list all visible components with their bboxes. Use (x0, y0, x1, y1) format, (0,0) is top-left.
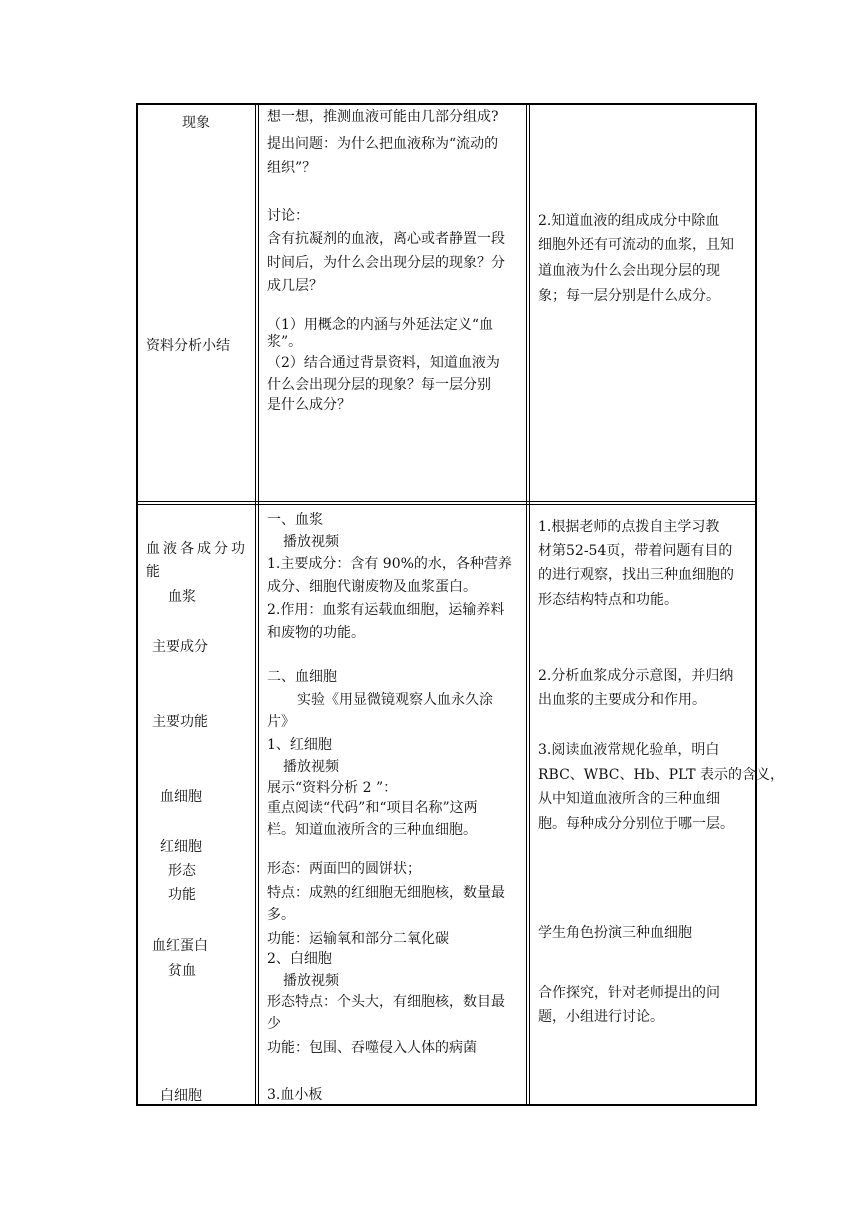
coop-line-2: 题，小组进行讨论。 (538, 1009, 664, 1025)
experiment-line-2: 片》 (267, 714, 295, 730)
play-video-1: 播放视频 (283, 534, 339, 550)
platelet-heading: 3.血小板 (267, 1087, 323, 1103)
question-line-2: 组织”？ (267, 160, 317, 176)
activity3-line-2: RBC、WBC、Hb、PLT 表示的含义， (538, 767, 784, 783)
goal-line-1: 2.知道血液的组成成分中除血 (538, 213, 720, 229)
discuss-line-2: 时间后，为什么会出现分层的现象？分 (267, 255, 505, 271)
read-line-2: 栏。知道血液所含的三种血细胞。 (267, 822, 477, 838)
label-wbc: 白细胞 (160, 1088, 202, 1104)
row-divider (136, 501, 757, 502)
item1-line-2: 浆”。 (267, 334, 303, 350)
plasma-heading: 一、血浆 (267, 512, 323, 528)
label-plasma: 血浆 (168, 589, 196, 605)
goal-line-2: 细胞外还有可流动的血浆，且知 (538, 237, 734, 253)
read-line-1: 重点阅读“代码”和“项目名称”这两 (267, 800, 478, 816)
wbc-shape-line-2: 少 (267, 1016, 281, 1032)
item2-line-3: 是什么成分？ (267, 397, 351, 413)
activity1-line-4: 形态结构特点和功能。 (538, 592, 678, 608)
plasma-func-line-1: 2.作用：血浆有运载血细胞，运输养料 (267, 602, 505, 618)
wbc-heading: 2、白细胞 (267, 951, 332, 967)
section2-title-line-1: 血液各成分功 (146, 541, 248, 557)
label-phenomenon: 现象 (182, 115, 210, 131)
coop-line-1: 合作探究，针对老师提出的问 (538, 985, 720, 1001)
rbc-feature-line-1: 特点：成熟的红细胞无细胞核，数量最 (267, 885, 505, 901)
wbc-shape-line-1: 形态特点：个头大，有细胞核，数目最 (267, 994, 505, 1010)
goal-line-3: 道血液为什么会出现分层的现 (538, 263, 720, 279)
item1-line-1: （1）用概念的内涵与外延法定义“血 (267, 317, 494, 333)
plasma-comp-line-2: 成分、细胞代谢废物及血浆蛋白。 (267, 579, 477, 595)
play-video-3: 播放视频 (283, 973, 339, 989)
activity3-line-3: 从中知道血液所含的三种血细 (538, 791, 720, 807)
experiment-line-1: 实验《用显微镜观察人血永久涂 (297, 692, 493, 708)
role-play: 学生角色扮演三种血细胞 (538, 925, 692, 941)
discuss-line-1: 含有抗凝剂的血液，离心或者静置一段 (267, 231, 505, 247)
label-main-components: 主要成分 (152, 639, 208, 655)
activity3-line-4: 胞。每种成分分别位于哪一层。 (538, 816, 734, 832)
play-video-2: 播放视频 (283, 759, 339, 775)
row-divider-b (136, 504, 757, 505)
activity3-line-1: 3.阅读血液常规化验单，明白 (538, 742, 720, 758)
wbc-function: 功能：包围、吞噬侵入人体的病菌 (267, 1040, 477, 1056)
rbc-shape: 形态：两面凹的圆饼状； (267, 861, 421, 877)
label-function: 功能 (168, 887, 196, 903)
discuss-line-3: 成几层？ (267, 278, 323, 294)
label-summary: 资料分析小结 (146, 338, 230, 354)
lesson-plan-table (136, 103, 784, 1106)
activity1-line-3: 的进行观察，找出三种血细胞的 (538, 567, 734, 583)
question-line-1: 提出问题：为什么把血液称为“流动的 (267, 136, 499, 152)
label-shape: 形态 (168, 863, 196, 879)
item2-line-2: 什么会出现分层的现象？每一层分别 (267, 377, 491, 393)
plasma-comp-line-1: 1.主要成分：含有 90%的水，各种营养 (267, 556, 512, 572)
column-divider-1 (255, 103, 256, 1106)
discuss-heading: 讨论： (267, 208, 309, 224)
label-rbc: 红细胞 (160, 839, 202, 855)
activity2-line-1: 2.分析血浆成分示意图，并归纳 (538, 668, 734, 684)
section2-title-line-2: 能 (146, 564, 160, 580)
activity1-line-2: 材第52-54页，带着问题有目的 (538, 543, 733, 559)
plasma-func-line-2: 和废物的功能。 (267, 625, 365, 641)
activity2-line-2: 出血浆的主要成分和作用。 (538, 692, 706, 708)
rbc-feature-line-2: 多。 (267, 907, 295, 923)
column-divider-2b (529, 103, 530, 1106)
think-line: 想一想，推测血液可能由几部分组成? (267, 109, 499, 125)
column-divider-1b (258, 103, 259, 1106)
blood-cells-heading: 二、血细胞 (267, 669, 337, 685)
show-material: 展示“资料分析 2 ”： (267, 780, 398, 796)
item2-line-1: （2）结合通过背景资料，知道血液为 (267, 355, 500, 371)
column-divider-2 (526, 103, 527, 1106)
rbc-heading: 1、红细胞 (267, 737, 332, 753)
activity1-line-1: 1.根据老师的点拨自主学习教 (538, 519, 720, 535)
label-anemia: 贫血 (168, 963, 196, 979)
rbc-function: 功能：运输氧和部分二氧化碳 (267, 931, 449, 947)
label-hemoglobin: 血红蛋白 (152, 938, 208, 954)
goal-line-4: 象；每一层分别是什么成分。 (538, 288, 720, 304)
label-main-functions: 主要功能 (152, 714, 208, 730)
label-blood-cells: 血细胞 (160, 789, 202, 805)
